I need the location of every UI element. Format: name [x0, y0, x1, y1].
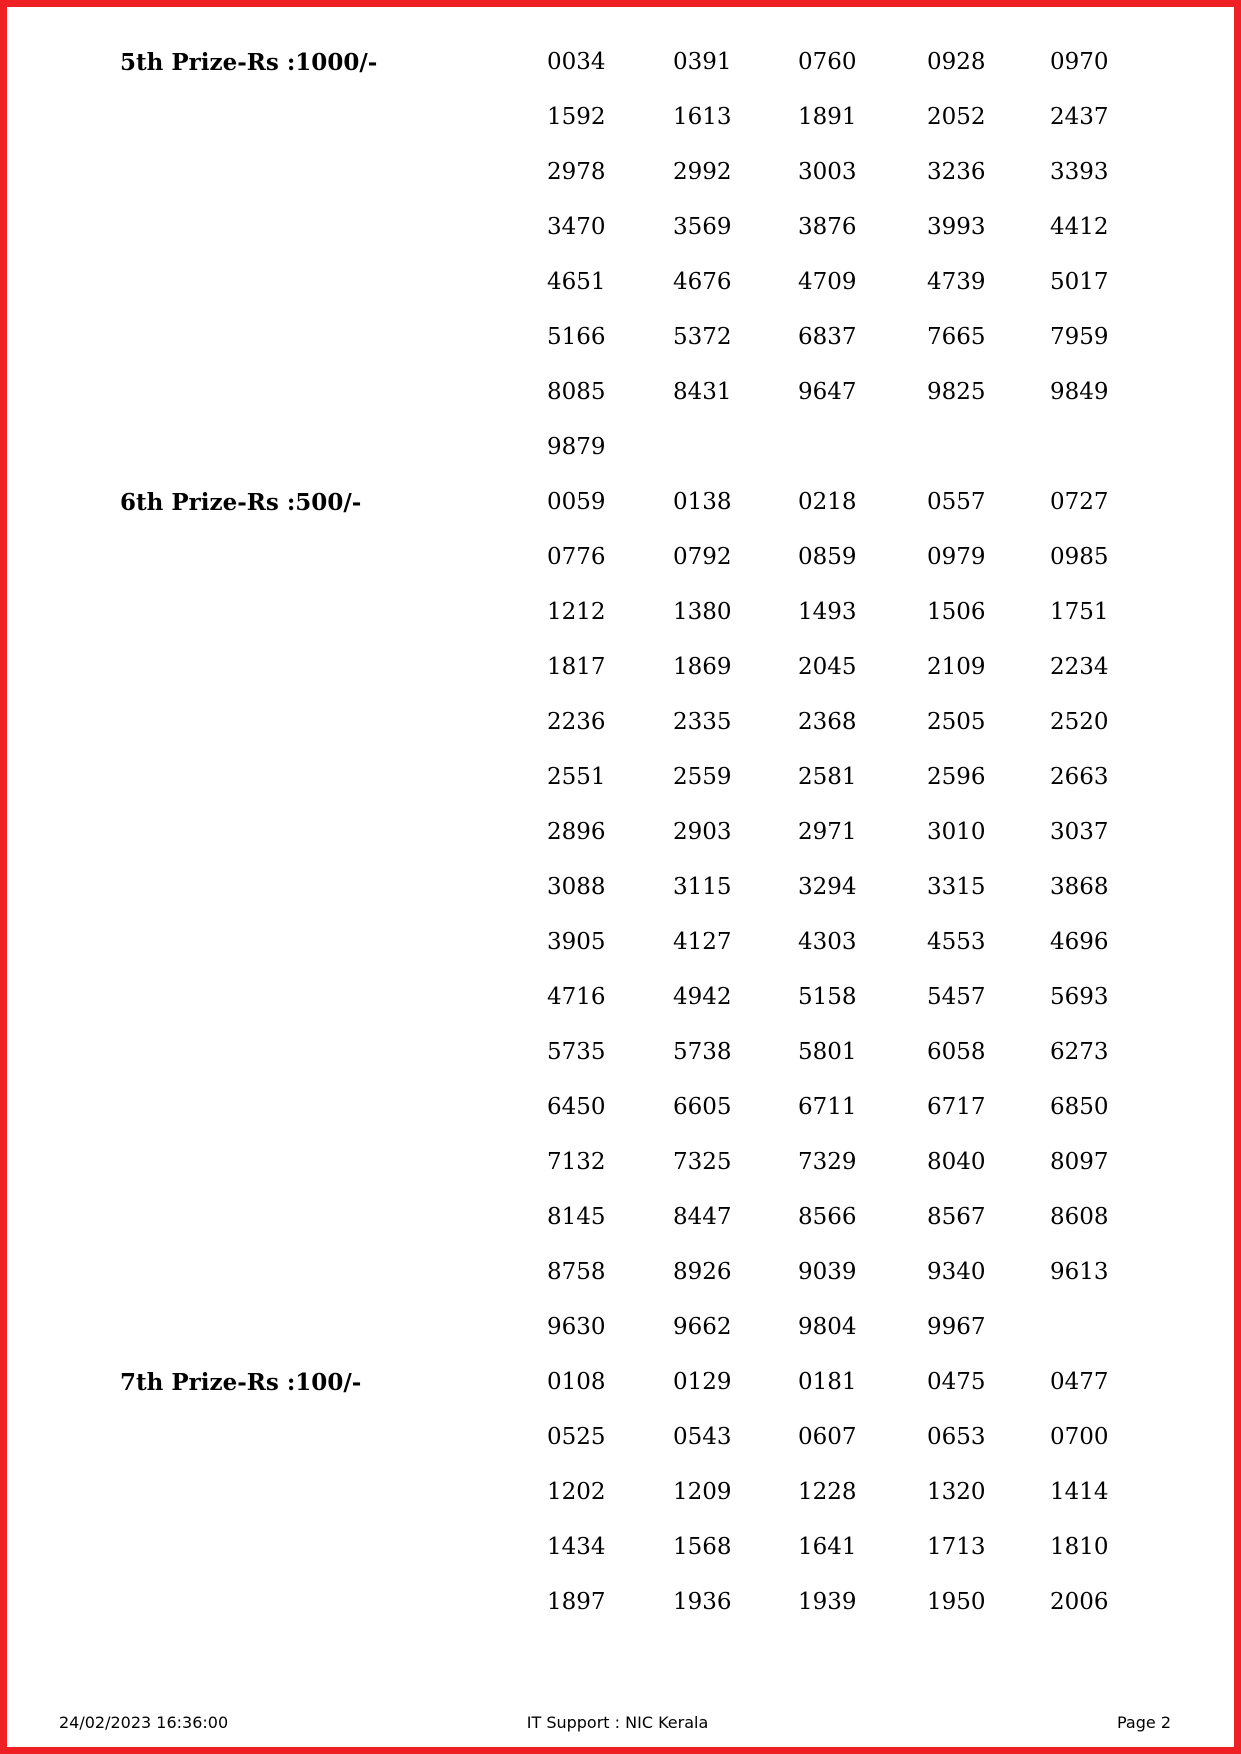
winning-number: 2006 [1050, 1589, 1109, 1615]
winning-number: 3993 [927, 214, 986, 240]
winning-number: 0557 [927, 489, 986, 515]
winning-number: 2045 [798, 654, 857, 680]
winning-number: 8085 [547, 379, 606, 405]
winning-number: 8608 [1050, 1204, 1109, 1230]
winning-number: 3003 [798, 159, 857, 185]
winning-number: 3876 [798, 214, 857, 240]
winning-number: 0700 [1050, 1424, 1109, 1450]
winning-number: 6605 [673, 1094, 732, 1120]
winning-number: 3470 [547, 214, 606, 240]
winning-number: 5801 [798, 1039, 857, 1065]
winning-number: 0928 [927, 49, 986, 75]
winning-number: 7132 [547, 1149, 606, 1175]
winning-number: 5735 [547, 1039, 606, 1065]
winning-number: 9879 [547, 434, 606, 460]
prize-section [0, 1355, 1241, 1630]
winning-number: 4412 [1050, 214, 1109, 240]
winning-number: 2551 [547, 764, 606, 790]
winning-number: 2335 [673, 709, 732, 735]
prize-section [0, 475, 1241, 1355]
winning-numbers-grid [530, 475, 1241, 1355]
winning-number: 6273 [1050, 1039, 1109, 1065]
winning-number: 2505 [927, 709, 986, 735]
winning-number: 2663 [1050, 764, 1109, 790]
winning-number: 1434 [547, 1534, 606, 1560]
winning-number: 8447 [673, 1204, 732, 1230]
winning-number: 1810 [1050, 1534, 1109, 1560]
winning-number: 1568 [673, 1534, 732, 1560]
winning-number: 5017 [1050, 269, 1109, 295]
winning-number: 6711 [798, 1094, 857, 1120]
prize-section [0, 35, 1241, 475]
winning-number: 0543 [673, 1424, 732, 1450]
winning-number: 8566 [798, 1204, 857, 1230]
winning-number: 9804 [798, 1314, 857, 1340]
winning-number: 6837 [798, 324, 857, 350]
winning-number: 1320 [927, 1479, 986, 1505]
winning-number: 2971 [798, 819, 857, 845]
winning-number: 6058 [927, 1039, 986, 1065]
winning-number: 2978 [547, 159, 606, 185]
winning-number: 4696 [1050, 929, 1109, 955]
winning-number: 1817 [547, 654, 606, 680]
winning-number: 1641 [798, 1534, 857, 1560]
winning-number: 3315 [927, 874, 986, 900]
winning-number: 2234 [1050, 654, 1109, 680]
winning-number: 0181 [798, 1369, 857, 1395]
winning-numbers-grid [530, 35, 1241, 475]
winning-number: 3294 [798, 874, 857, 900]
winning-number: 5457 [927, 984, 986, 1010]
winning-number: 1613 [673, 104, 732, 130]
winning-number: 8097 [1050, 1149, 1109, 1175]
winning-number: 1202 [547, 1479, 606, 1505]
winning-number: 3115 [673, 874, 732, 900]
winning-number: 8040 [927, 1149, 986, 1175]
winning-number: 1228 [798, 1479, 857, 1505]
winning-number: 2437 [1050, 104, 1109, 130]
winning-number: 6850 [1050, 1094, 1109, 1120]
winning-number: 1869 [673, 654, 732, 680]
winning-number: 2052 [927, 104, 986, 130]
winning-number: 8431 [673, 379, 732, 405]
winning-number: 9630 [547, 1314, 606, 1340]
winning-number: 7959 [1050, 324, 1109, 350]
winning-number: 3037 [1050, 819, 1109, 845]
footer-timestamp: 24/02/2023 16:36:00 [59, 1713, 229, 1732]
winning-number: 0525 [547, 1424, 606, 1450]
winning-number: 9662 [673, 1314, 732, 1340]
winning-number: 1939 [798, 1589, 857, 1615]
winning-number: 0979 [927, 544, 986, 570]
footer-support: IT Support : NIC Kerala [526, 1713, 709, 1732]
winning-number: 0727 [1050, 489, 1109, 515]
winning-number: 2109 [927, 654, 986, 680]
winning-number: 1891 [798, 104, 857, 130]
winning-number: 5693 [1050, 984, 1109, 1010]
winning-number: 9825 [927, 379, 986, 405]
winning-number: 4303 [798, 929, 857, 955]
winning-number: 1751 [1050, 599, 1109, 625]
winning-number: 4716 [547, 984, 606, 1010]
footer-page-number: Page 2 [1117, 1713, 1171, 1732]
winning-number: 1414 [1050, 1479, 1109, 1505]
winning-number: 7665 [927, 324, 986, 350]
winning-number: 9647 [798, 379, 857, 405]
winning-number: 4739 [927, 269, 986, 295]
winning-number: 0653 [927, 1424, 986, 1450]
winning-number: 1950 [927, 1589, 986, 1615]
winning-number: 1506 [927, 599, 986, 625]
winning-number: 1209 [673, 1479, 732, 1505]
winning-number: 3569 [673, 214, 732, 240]
winning-number: 8926 [673, 1259, 732, 1285]
winning-number: 5738 [673, 1039, 732, 1065]
winning-number: 3393 [1050, 159, 1109, 185]
winning-number: 9849 [1050, 379, 1109, 405]
winning-number: 2596 [927, 764, 986, 790]
prize-title: 7th Prize-Rs :100/- [120, 1369, 362, 1396]
winning-number: 1380 [673, 599, 732, 625]
winning-number: 5158 [798, 984, 857, 1010]
winning-number: 2236 [547, 709, 606, 735]
winning-number: 5166 [547, 324, 606, 350]
winning-number: 8758 [547, 1259, 606, 1285]
winning-number: 4127 [673, 929, 732, 955]
winning-number: 1713 [927, 1534, 986, 1560]
winning-number: 0218 [798, 489, 857, 515]
winning-number: 2903 [673, 819, 732, 845]
winning-number: 4676 [673, 269, 732, 295]
winning-number: 0607 [798, 1424, 857, 1450]
winning-number: 0985 [1050, 544, 1109, 570]
winning-number: 3010 [927, 819, 986, 845]
winning-number: 0108 [547, 1369, 606, 1395]
winning-number: 7325 [673, 1149, 732, 1175]
winning-number: 7329 [798, 1149, 857, 1175]
winning-number: 6450 [547, 1094, 606, 1120]
winning-numbers-grid [530, 1355, 1241, 1630]
winning-number: 0138 [673, 489, 732, 515]
winning-number: 0477 [1050, 1369, 1109, 1395]
winning-number: 0034 [547, 49, 606, 75]
winning-number: 9613 [1050, 1259, 1109, 1285]
winning-number: 9340 [927, 1259, 986, 1285]
winning-number: 0792 [673, 544, 732, 570]
winning-number: 0859 [798, 544, 857, 570]
winning-number: 0970 [1050, 49, 1109, 75]
winning-number: 0391 [673, 49, 732, 75]
winning-number: 8567 [927, 1204, 986, 1230]
winning-number: 1897 [547, 1589, 606, 1615]
winning-number: 3236 [927, 159, 986, 185]
winning-number: 3868 [1050, 874, 1109, 900]
winning-number: 2559 [673, 764, 732, 790]
winning-number: 4942 [673, 984, 732, 1010]
winning-number: 1212 [547, 599, 606, 625]
winning-number: 5372 [673, 324, 732, 350]
winning-number: 3905 [547, 929, 606, 955]
winning-number: 1592 [547, 104, 606, 130]
winning-number: 2520 [1050, 709, 1109, 735]
winning-number: 2581 [798, 764, 857, 790]
winning-number: 9039 [798, 1259, 857, 1285]
winning-number: 0776 [547, 544, 606, 570]
winning-number: 4651 [547, 269, 606, 295]
winning-number: 0059 [547, 489, 606, 515]
winning-number: 4709 [798, 269, 857, 295]
winning-number: 1493 [798, 599, 857, 625]
winning-number: 0129 [673, 1369, 732, 1395]
winning-number: 2896 [547, 819, 606, 845]
winning-number: 9967 [927, 1314, 986, 1340]
prize-title: 5th Prize-Rs :1000/- [120, 49, 378, 76]
page-footer [0, 1713, 1241, 1735]
winning-number: 2368 [798, 709, 857, 735]
winning-number: 3088 [547, 874, 606, 900]
winning-number: 6717 [927, 1094, 986, 1120]
winning-number: 4553 [927, 929, 986, 955]
winning-number: 2992 [673, 159, 732, 185]
winning-number: 0475 [927, 1369, 986, 1395]
winning-number: 8145 [547, 1204, 606, 1230]
winning-number: 0760 [798, 49, 857, 75]
winning-number: 1936 [673, 1589, 732, 1615]
prize-title: 6th Prize-Rs :500/- [120, 489, 362, 516]
prize-results [0, 35, 1241, 1630]
